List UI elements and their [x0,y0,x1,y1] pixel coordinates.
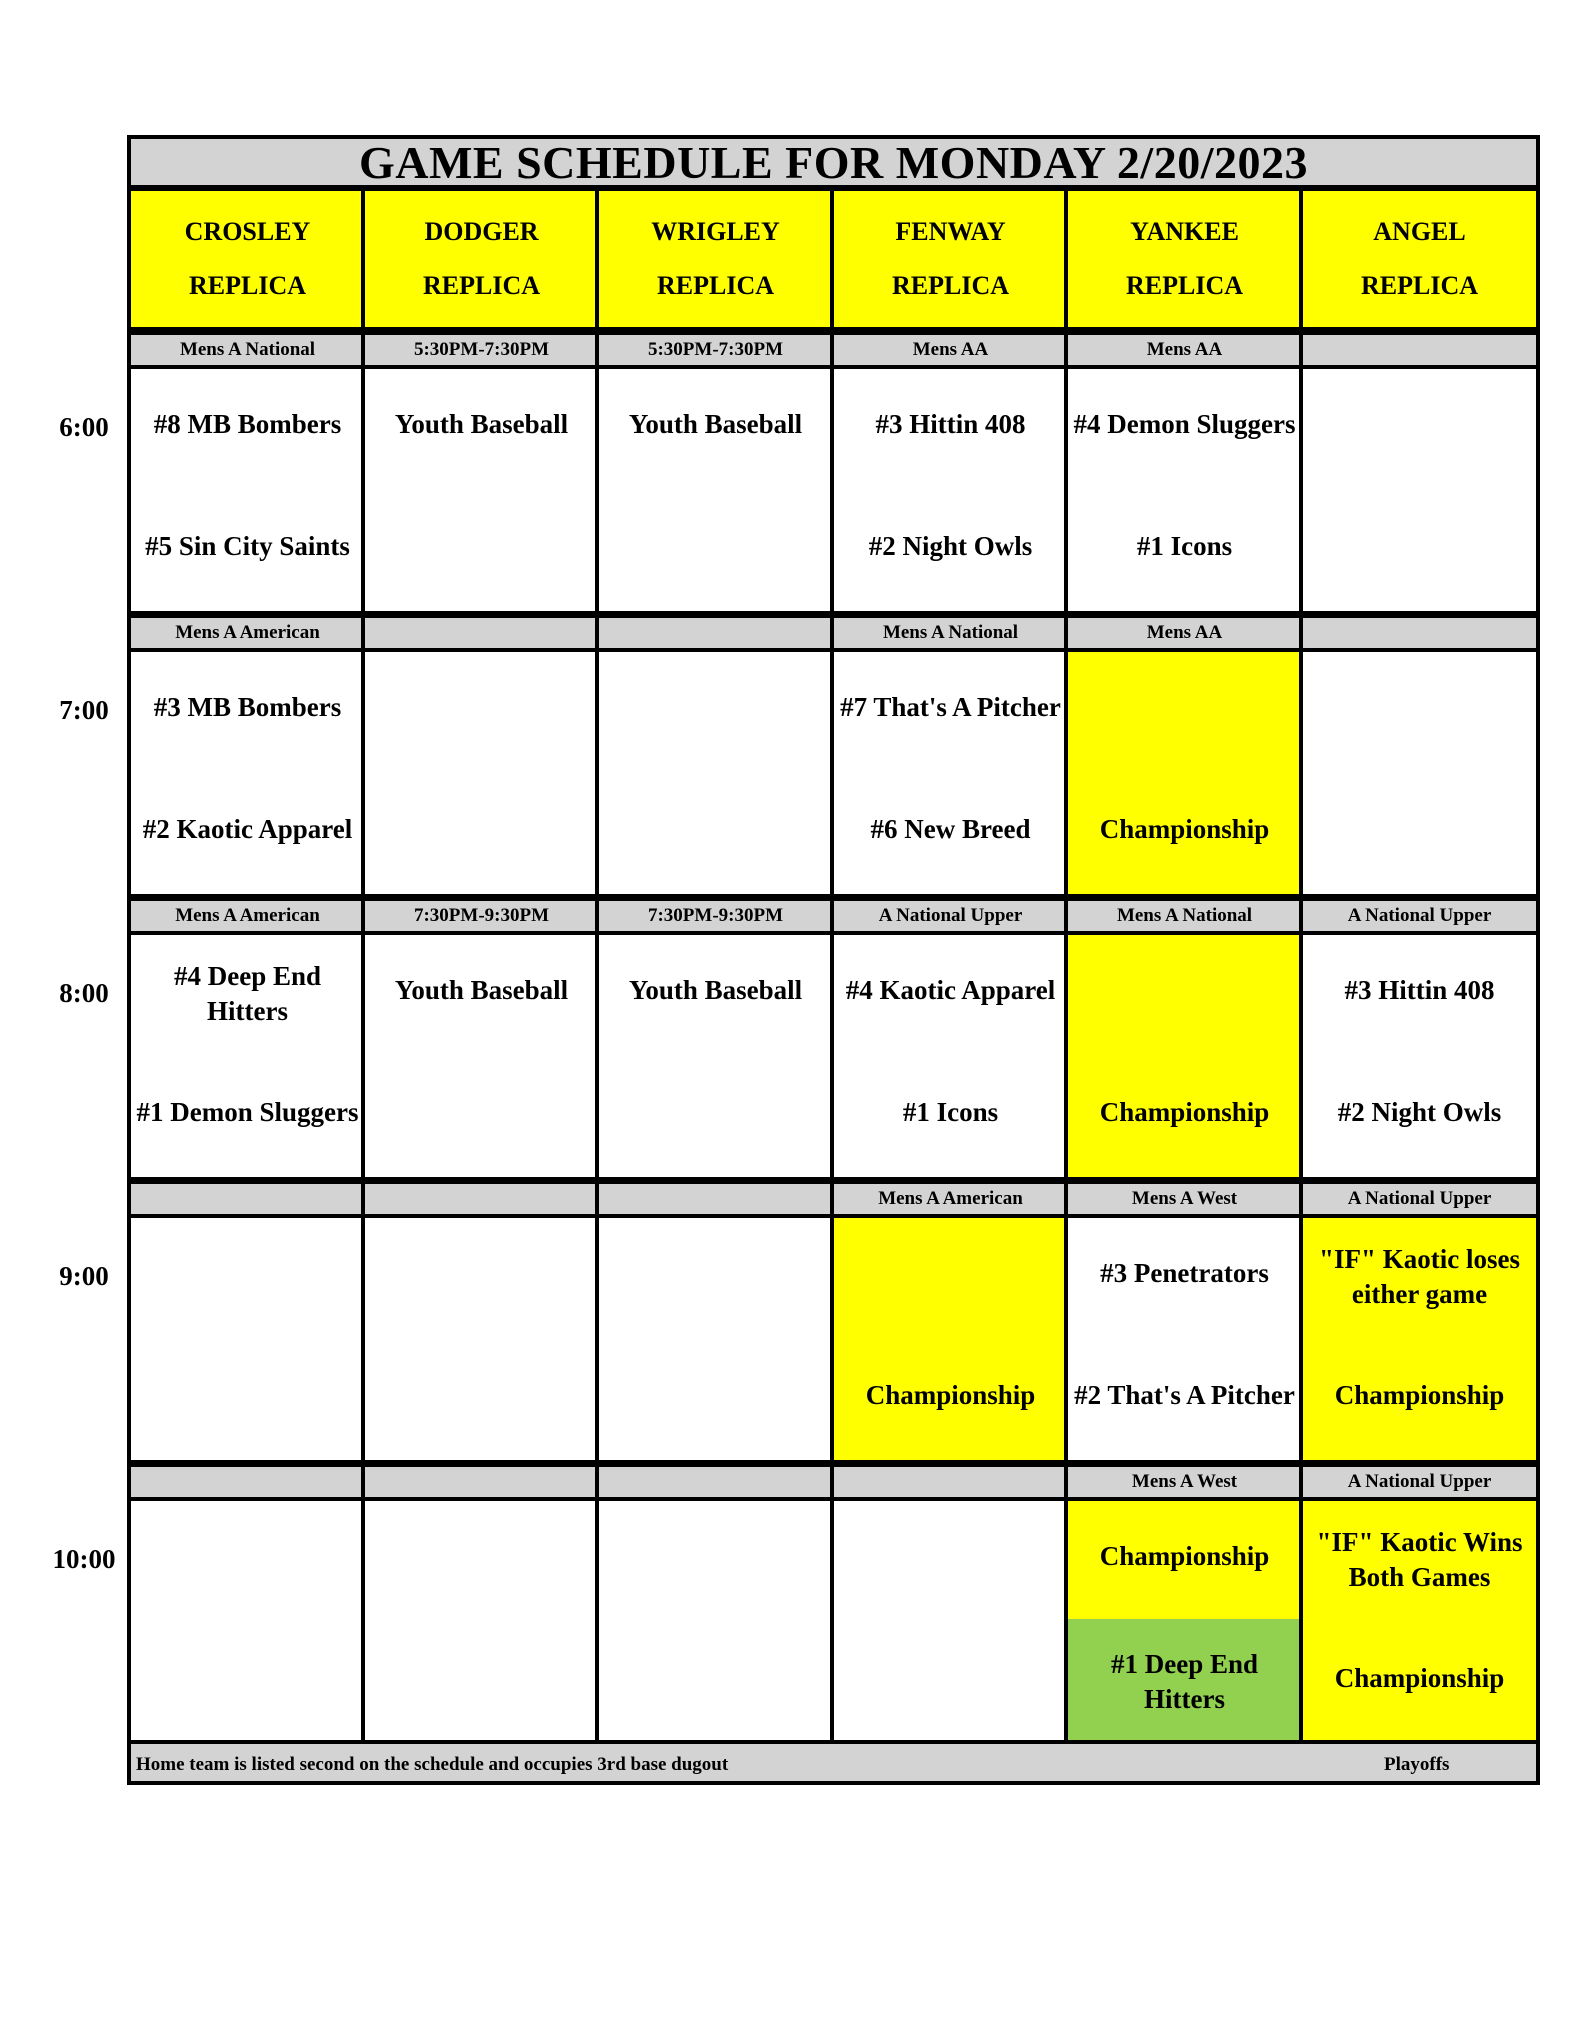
game-cell [595,365,836,615]
footer-note: Home team is listed second on the schedule and occupies 3rd base dugout [136,1754,729,1775]
game-cell [830,931,1071,1181]
field-header-dodger [361,187,602,331]
away-team: #4 Kaotic Apparel [845,975,1056,1005]
schedule-title: GAME SCHEDULE FOR MONDAY 2/20/2023 [127,135,1540,189]
footer-playoffs-label: Playoffs [1384,1754,1450,1775]
time-label: 7:00 [59,695,109,725]
game-cell [361,1214,602,1464]
game-cell [830,648,1071,898]
field-header-crosley [127,187,368,331]
game-cell [361,648,602,898]
home-team: Championship [1099,814,1270,844]
home-team: Championship [865,1380,1036,1410]
home-team: #1 Deep End Hitters [1110,1649,1259,1714]
away-team: #7 That's A Pitcher [840,692,1061,722]
away-team: #3 Hittin 408 [1344,975,1495,1005]
home-team: #5 Sin City Saints [145,531,350,561]
footer-bar [127,1740,1540,1785]
game-cell [830,1497,1071,1747]
division-band: Mens AA [830,331,1071,369]
division-band: Mens A West [1064,1180,1305,1218]
away-team: #4 Deep End Hitters [173,961,322,1026]
home-team: #1 Icons [902,1097,999,1127]
division-band: Mens A National [127,331,368,369]
division-band [361,614,602,652]
division-band [595,1180,836,1218]
field-name: CROSLEY [184,217,311,246]
home-team: #2 Night Owls [868,531,1033,561]
division-band: Mens AA [1064,331,1305,369]
division-band: 5:30PM-7:30PM [595,331,836,369]
home-team: #6 New Breed [870,814,1031,844]
home-team: #1 Demon Sluggers [136,1097,359,1127]
division-band: Mens A American [127,614,368,652]
game-cell [127,648,368,898]
division-band [127,1180,368,1218]
game-cell [595,931,836,1181]
division-band: 5:30PM-7:30PM [361,331,602,369]
game-cell [127,1497,368,1747]
game-cell [595,648,836,898]
field-header-wrigley [595,187,836,331]
away-team: "IF" Kaotic Wins Both Games [1316,1527,1523,1592]
division-band: 7:30PM-9:30PM [595,897,836,935]
game-cell [1299,931,1540,1181]
game-cell [1299,1214,1540,1464]
home-team: #2 Kaotic Apparel [142,814,353,844]
division-band: Mens A American [127,897,368,935]
division-band: A National Upper [1299,1463,1540,1501]
home-team: Championship [1334,1380,1505,1410]
division-band [595,614,836,652]
division-band: Mens A West [1064,1463,1305,1501]
field-name: YANKEE [1130,217,1239,246]
division-band: A National Upper [1299,1180,1540,1218]
division-band [361,1463,602,1501]
game-cell [830,365,1071,615]
game-cell [127,1214,368,1464]
game-cell [127,365,368,615]
field-sub: REPLICA [1360,271,1478,300]
away-team: #3 MB Bombers [153,692,342,722]
away-team: #3 Penetrators [1100,1258,1269,1288]
game-cell [361,365,602,615]
field-sub: REPLICA [422,271,540,300]
division-band: 7:30PM-9:30PM [361,897,602,935]
division-band [127,1463,368,1501]
game-cell [1064,1497,1305,1747]
field-name: ANGEL [1373,217,1466,246]
away-team: #4 Demon Sluggers [1073,409,1296,439]
away-team: Championship [1099,1541,1270,1571]
field-sub: REPLICA [656,271,774,300]
game-cell [1064,365,1305,615]
division-band [1299,614,1540,652]
division-band: Mens AA [1064,614,1305,652]
field-name: WRIGLEY [651,217,780,246]
home-team: Championship [1099,1097,1270,1127]
field-header-fenway [830,187,1071,331]
field-name: DODGER [424,217,539,246]
field-sub: REPLICA [891,271,1009,300]
division-band [361,1180,602,1218]
field-header-angel [1299,187,1540,331]
division-band: Mens A American [830,1180,1071,1218]
division-band [1299,331,1540,369]
game-cell [595,1497,836,1747]
away-team: Youth Baseball [628,409,803,439]
game-cell [127,931,368,1181]
game-cell [1064,1214,1305,1464]
home-team: #2 That's A Pitcher [1074,1380,1295,1410]
away-team: Youth Baseball [394,975,569,1005]
field-sub: REPLICA [188,271,306,300]
game-cell [1299,365,1540,615]
game-cell [361,931,602,1181]
field-name: FENWAY [895,217,1006,246]
division-band: A National Upper [1299,897,1540,935]
field-sub: REPLICA [1125,271,1243,300]
game-cell [1299,648,1540,898]
home-team: #1 Icons [1136,531,1233,561]
time-label: 6:00 [59,412,109,442]
game-cell [830,1214,1071,1464]
field-header-yankee [1064,187,1305,331]
time-label: 10:00 [52,1544,116,1574]
division-band [595,1463,836,1501]
time-label: 8:00 [59,978,109,1008]
time-label: 9:00 [59,1261,109,1291]
division-band: Mens A National [830,614,1071,652]
away-team: #8 MB Bombers [153,409,342,439]
game-cell [595,1214,836,1464]
division-band [830,1463,1071,1501]
away-team: "IF" Kaotic loses either game [1319,1244,1520,1309]
home-team: #2 Night Owls [1337,1097,1502,1127]
game-cell [361,1497,602,1747]
home-team: Championship [1334,1663,1505,1693]
division-band: Mens A National [1064,897,1305,935]
division-band: A National Upper [830,897,1071,935]
away-team: Youth Baseball [394,409,569,439]
game-cell [1064,648,1305,898]
game-cell [1064,931,1305,1181]
away-team: #3 Hittin 408 [875,409,1026,439]
away-team: Youth Baseball [628,975,803,1005]
game-cell [1299,1497,1540,1747]
